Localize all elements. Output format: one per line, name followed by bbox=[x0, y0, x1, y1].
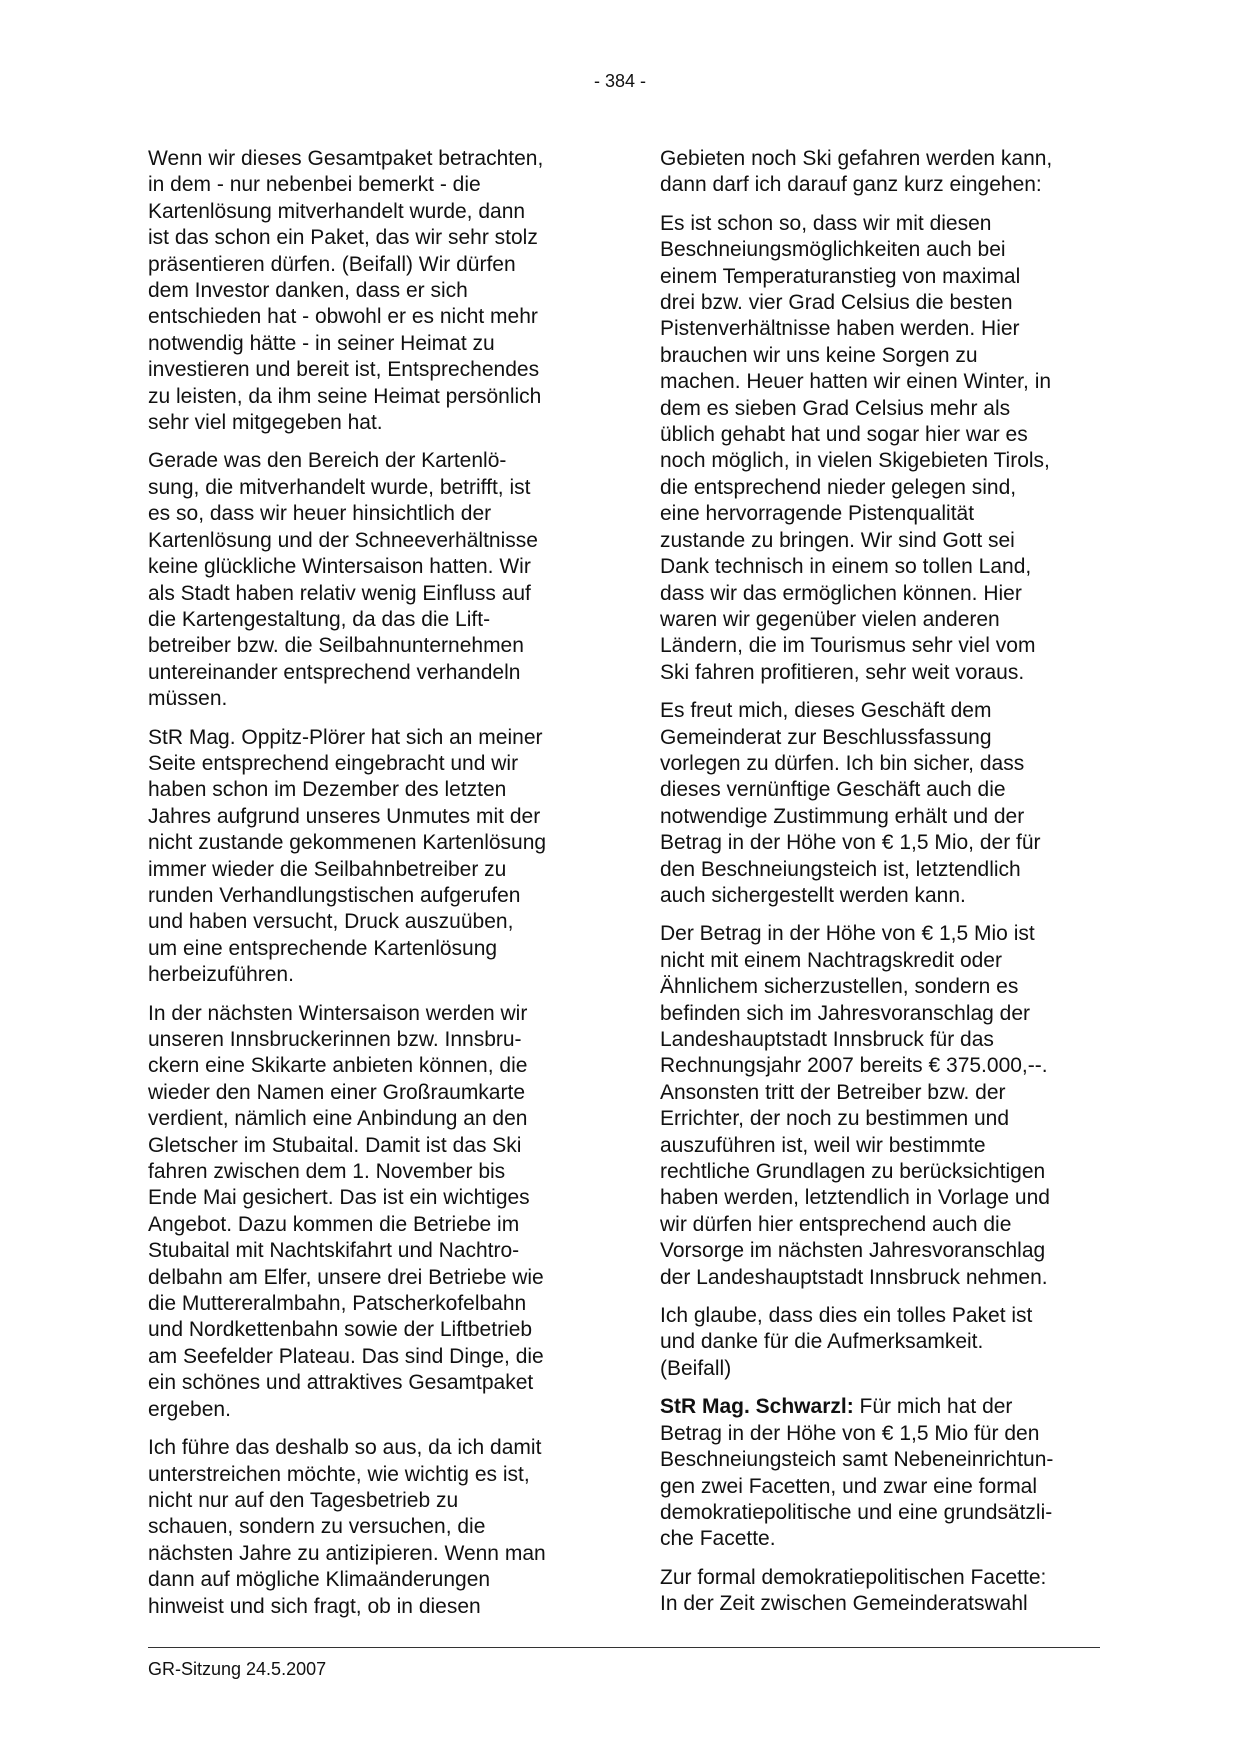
speaker-name: StR Mag. Schwarzl: bbox=[660, 1395, 854, 1419]
paragraph: Wenn wir dieses Gesamtpaket betrachten, in dem - nur nebenbei bemerkt - die Kartenlösung mitverhandelt wurde, dann ist das schon ein Paket, das wir sehr stolz präsentieren dürfen. (Beifall) Wir dürfen dem Investor danken, dass er sich entschieden hat - obwohl er es nicht mehr notwendig hätte - in seiner Heimat zu investieren und bereit ist, Entsprechendes zu leisten, da ihm seine Heimat persönlich sehr viel mitgegeben hat. bbox=[148, 147, 544, 435]
paragraph: Es freut mich, dieses Geschäft dem Gemeinderat zur Beschlussfassung vorlegen zu dürfen. Ich bin sicher, dass dieses vernünftige Geschäft auch die notwendige Zustimmung erhält und der Betrag in der Höhe von € 1,5 Mio, der für den Beschneiungsteich ist, letztendlich auch sichergestellt werden kann. bbox=[660, 699, 1041, 907]
footer-text: GR-Sitzung 24.5.2007 bbox=[148, 1659, 327, 1679]
paragraph: StR Mag. Oppitz-Plörer hat sich an meiner Seite entsprechend eingebracht und wir haben schon im Dezember des letzten Jahres aufgrund unseres Unmutes mit der nicht zustande gekommenen Kartenlösung immer wieder die Seilbahnbetreiber zu runden Verhandlungstischen aufgerufen und haben versucht, Druck auszuüben, um eine entsprechende Kartenlösung herbeizuführen. bbox=[148, 725, 547, 987]
paragraph: Gebieten noch Ski gefahren werden kann, dann darf ich darauf ganz kurz eingehen: bbox=[660, 147, 1053, 197]
paragraph: Gerade was den Bereich der Kartenlö- sung, die mitverhandelt wurde, betrifft, ist es so, dass wir heuer hinsichtlich der Kartenlösung und der Schneeverhältnisse keine glückliche Wintersaison hatten. Wir als Stadt haben relativ wenig Einfluss auf die Kartengestaltung, da das die Lift- betreiber bzw. die Seilbahnunternehmen untereinander entsprechend verhandeln müssen. bbox=[148, 449, 538, 711]
speaker-text: Für mich hat der Betrag in der Höhe von € 1,5 Mio für den Beschneiungsteich samt Nebeneinrichtun- gen zwei Facetten, und zwar eine formal demokratiepolitische und eine grundsätzli- che Facette. bbox=[660, 1395, 1054, 1551]
page-number: - 384 - bbox=[593, 71, 647, 91]
footer-divider bbox=[148, 1647, 1100, 1648]
paragraph: Es ist schon so, dass wir mit diesen Beschneiungsmöglichkeiten auch bei einem Temperaturanstieg von maximal drei bzw. vier Grad Celsius die besten Pistenverhältnisse haben werden. Hier brauchen wir uns keine Sorgen zu machen. Heuer hatten wir einen Winter, in dem es sieben Grad Celsius mehr als üblich gehabt hat und sogar hier war es noch möglich, in vielen Skigebieten Tirols, die entsprechend nieder gelegen sind, eine hervorragende Pistenqualität zustande zu bringen. Wir sind Gott sei Dank technisch in einem so tollen Land, dass wir das ermöglichen können. Hier waren wir gegenüber vielen anderen Ländern, die im Tourismus sehr viel vom Ski fahren profitieren, sehr weit voraus. bbox=[660, 211, 1052, 684]
right-column bbox=[660, 146, 1100, 1630]
paragraph: Ich glaube, dass dies ein tolles Paket ist und danke für die Aufmerksamkeit. (Beifall) bbox=[660, 1304, 1033, 1380]
paragraph: Ich führe das deshalb so aus, da ich damit unterstreichen möchte, wie wichtig es ist, nicht nur auf den Tagesbetrieb zu schauen, sondern zu versuchen, die nächsten Jahre zu antizipieren. Wenn man dann auf mögliche Klimaänderungen hinweist und sich fragt, ob in diesen bbox=[148, 1436, 546, 1618]
left-column bbox=[148, 146, 588, 1632]
paragraph: Der Betrag in der Höhe von € 1,5 Mio ist nicht mit einem Nachtragskredit oder Ähnlichem sicherzustellen, sondern es befinden sich im Jahresvoranschlag der Landeshauptstadt Innsbruck für das Rechnungsjahr 2007 bereits € 375.000,--. Ansonsten tritt der Betreiber bzw. der Errichter, der noch zu bestimmen und auszuführen ist, weil wir bestimmte rechtliche Grundlagen zu berücksichtigen haben werden, letztendlich in Vorlage und wir dürfen hier entsprechend auch die Vorsorge im nächsten Jahresvoranschlag der Landeshauptstadt Innsbruck nehmen. bbox=[660, 922, 1050, 1289]
paragraph: In der nächsten Wintersaison werden wir unseren Innsbruckerinnen bzw. Innsbru- ckern eine Skikarte anbieten können, die wieder den Namen einer Großraumkarte verdient, nämlich eine Anbindung an den Gletscher im Stubaital. Damit ist das Ski fahren zwischen dem 1. November bis Ende Mai gesichert. Das ist ein wichtiges Angebot. Dazu kommen die Betriebe im Stubaital mit Nachtskifahrt und Nachtro- delbahn am Elfer, unsere drei Betriebe wie die Muttereralmbahn, Patscherkofelbahn und Nordkettenbahn sowie der Liftbetrieb am Seefelder Plateau. Das sind Dinge, die ein schönes und attraktives Gesamtpaket ergeben. bbox=[148, 1001, 544, 1421]
speaker-paragraph bbox=[660, 1394, 1100, 1552]
paragraph: Zur formal demokratiepolitischen Facette: In der Zeit zwischen Gemeinderatswahl bbox=[660, 1565, 1047, 1616]
